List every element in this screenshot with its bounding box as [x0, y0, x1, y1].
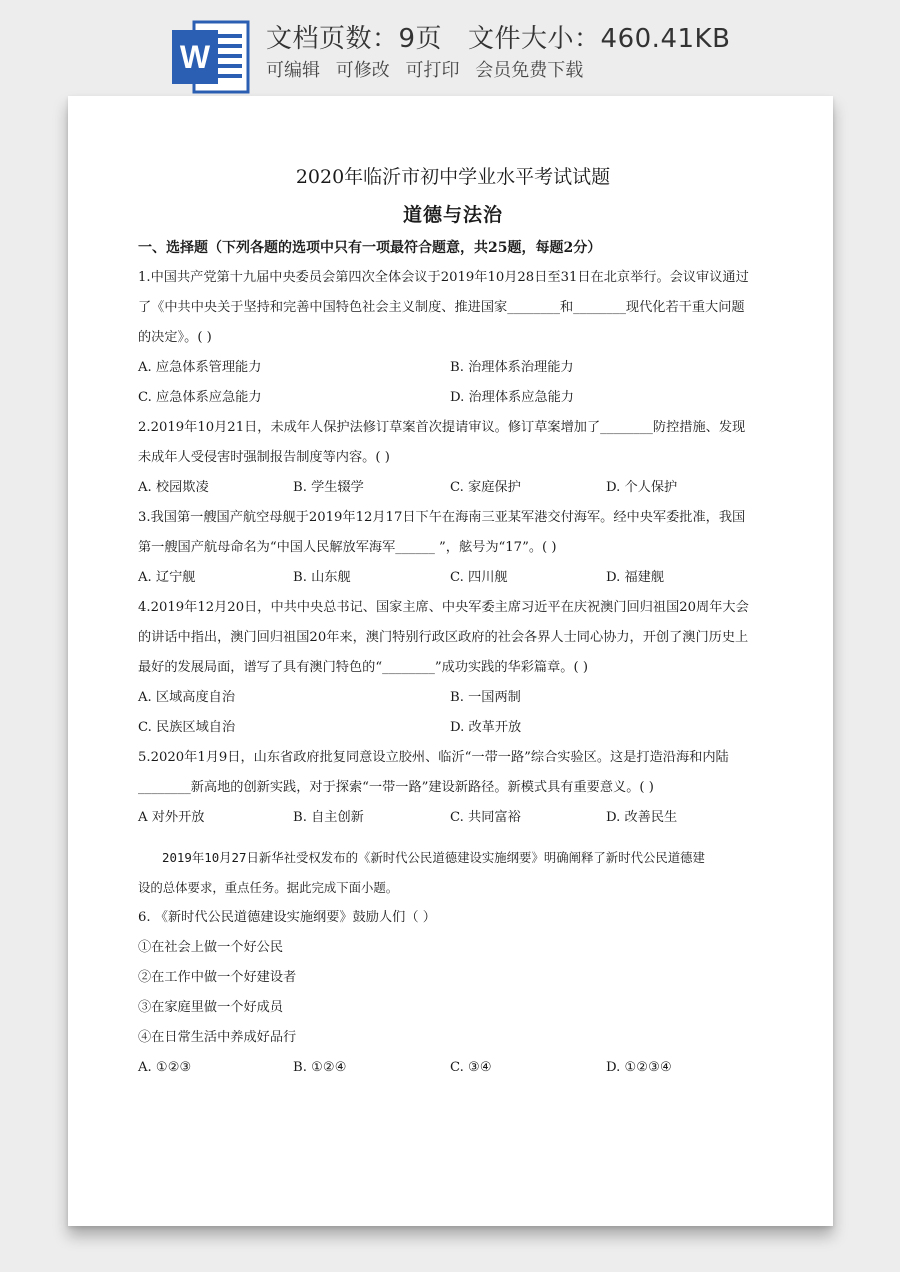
feature-editable: 可编辑 — [266, 60, 320, 81]
question-6-option-a: A. ①②③ — [138, 1060, 192, 1075]
question-1-option-d: D. 治理体系应急能力 — [450, 390, 574, 405]
question-5-line-1: 5.2020年1月9日，山东省政府批复同意设立胶州、临沂“一带一路”综合实验区。这是打造沿海和内陆 — [138, 750, 729, 765]
question-4-option-d: D. 改革开放 — [450, 720, 522, 735]
question-2-option-b: B. 学生辍学 — [293, 480, 364, 495]
feature-modifiable: 可修改 — [335, 60, 390, 81]
exam-subject: 道德与法治 — [402, 204, 503, 226]
question-5-option-c: C. 共同富裕 — [450, 810, 521, 825]
question-3-option-b: B. 山东舰 — [293, 570, 351, 585]
feature-list — [266, 56, 593, 82]
question-2-line-2: 未成年人受侵害时强制报告制度等内容。( ) — [138, 450, 390, 465]
question-2-option-a: A. 校园欺凌 — [138, 480, 209, 495]
question-4-line-1: 4.2019年12月20日，中共中央总书记、国家主席、中央军委主席习近平在庆祝澳门回归祖国20周年大会 — [138, 600, 749, 615]
file-info — [266, 18, 730, 55]
exam-title: 2020年临沂市初中学业水平考试试题 — [295, 166, 611, 188]
question-3-option-c: C. 四川舰 — [450, 570, 508, 585]
question-5-option-d: D. 改善民生 — [606, 810, 678, 825]
question-6-item-4: ④在日常生活中养成好品行 — [138, 1030, 297, 1045]
question-2-line-1: 2.2019年10月21日，未成年人保护法修订草案首次提请审议。修订草案增加了________防控措施、发现 — [138, 420, 746, 435]
question-6-option-b: B. ①②④ — [293, 1060, 347, 1075]
question-1-option-a: A. 应急体系管理能力 — [138, 360, 262, 375]
question-3-line-2: 第一艘国产航母命名为“中国人民解放军海军______ ”，舷号为“17”。( ) — [138, 540, 557, 555]
question-1-option-b: B. 治理体系治理能力 — [450, 360, 574, 375]
question-6-item-2: ②在工作中做一个好建设者 — [138, 970, 297, 985]
page-count: 文档页数：9页 — [266, 24, 443, 54]
question-1-line-1: 1.中国共产党第十九届中央委员会第四次全体会议于2019年10月28日至31日在北京举行。会议审议通过 — [138, 270, 749, 285]
question-4-line-3: 最好的发展局面，谱写了具有澳门特色的“________”成功实践的华彩篇章。( ) — [138, 660, 588, 675]
question-2-option-d: D. 个人保护 — [606, 480, 678, 495]
file-size: 文件大小：460.41KB — [468, 24, 731, 54]
question-1-option-c: C. 应急体系应急能力 — [138, 390, 262, 405]
question-6-option-d: D. ①②③④ — [606, 1060, 672, 1075]
word-document-icon — [172, 20, 250, 94]
question-5-option-a: A 对外开放 — [138, 810, 205, 825]
question-5-line-2: ________新高地的创新实践，对于探索“一带一路”建设新路径。新模式具有重要意义。( ) — [138, 780, 654, 795]
question-3-option-a: A. 辽宁舰 — [138, 570, 196, 585]
question-6-stem: 6. 《新时代公民道德建设实施纲要》鼓励人们（ ） — [138, 910, 436, 925]
question-4-option-b: B. 一国两制 — [450, 690, 521, 705]
question-4-option-c: C. 民族区域自治 — [138, 720, 236, 735]
passage-line-2: 设的总体要求，重点任务。据此完成下面小题。 — [138, 880, 399, 895]
section-heading: 一、选择题（下列各题的选项中只有一项最符合题意，共25题，每题2分） — [138, 240, 602, 256]
question-3-option-d: D. 福建舰 — [606, 570, 665, 585]
question-6-option-c: C. ③④ — [450, 1060, 492, 1075]
document-page — [68, 96, 833, 1226]
question-4-line-2: 的讲话中指出，澳门回归祖国20年来，澳门特别行政区政府的社会各界人士同心协力，开创了澳门历史上 — [138, 630, 749, 645]
question-2-option-c: C. 家庭保护 — [450, 480, 521, 495]
question-3-line-1: 3.我国第一艘国产航空母舰于2019年12月17日下午在海南三亚某军港交付海军。经中央军委批准，我国 — [138, 510, 746, 525]
feature-printable: 可打印 — [405, 60, 460, 81]
question-5-option-b: B. 自主创新 — [293, 810, 364, 825]
question-4-option-a: A. 区域高度自治 — [138, 690, 236, 705]
question-6-item-1: ①在社会上做一个好公民 — [138, 940, 284, 955]
download-banner — [0, 0, 900, 96]
question-1-line-3: 的决定》。( ) — [138, 330, 212, 345]
feature-free-download: 会员免费下载 — [475, 60, 584, 81]
word-icon-letter: W — [179, 39, 211, 75]
question-6-item-3: ③在家庭里做一个好成员 — [138, 1000, 284, 1015]
passage-line-1: 2019年10月27日新华社受权发布的《新时代公民道德建设实施纲要》明确阐释了新时代公民道德建 — [162, 850, 705, 865]
question-1-line-2: 了《中共中央关于坚持和完善中国特色社会主义制度、推进国家________和________现代化若干重大问题 — [138, 300, 745, 315]
